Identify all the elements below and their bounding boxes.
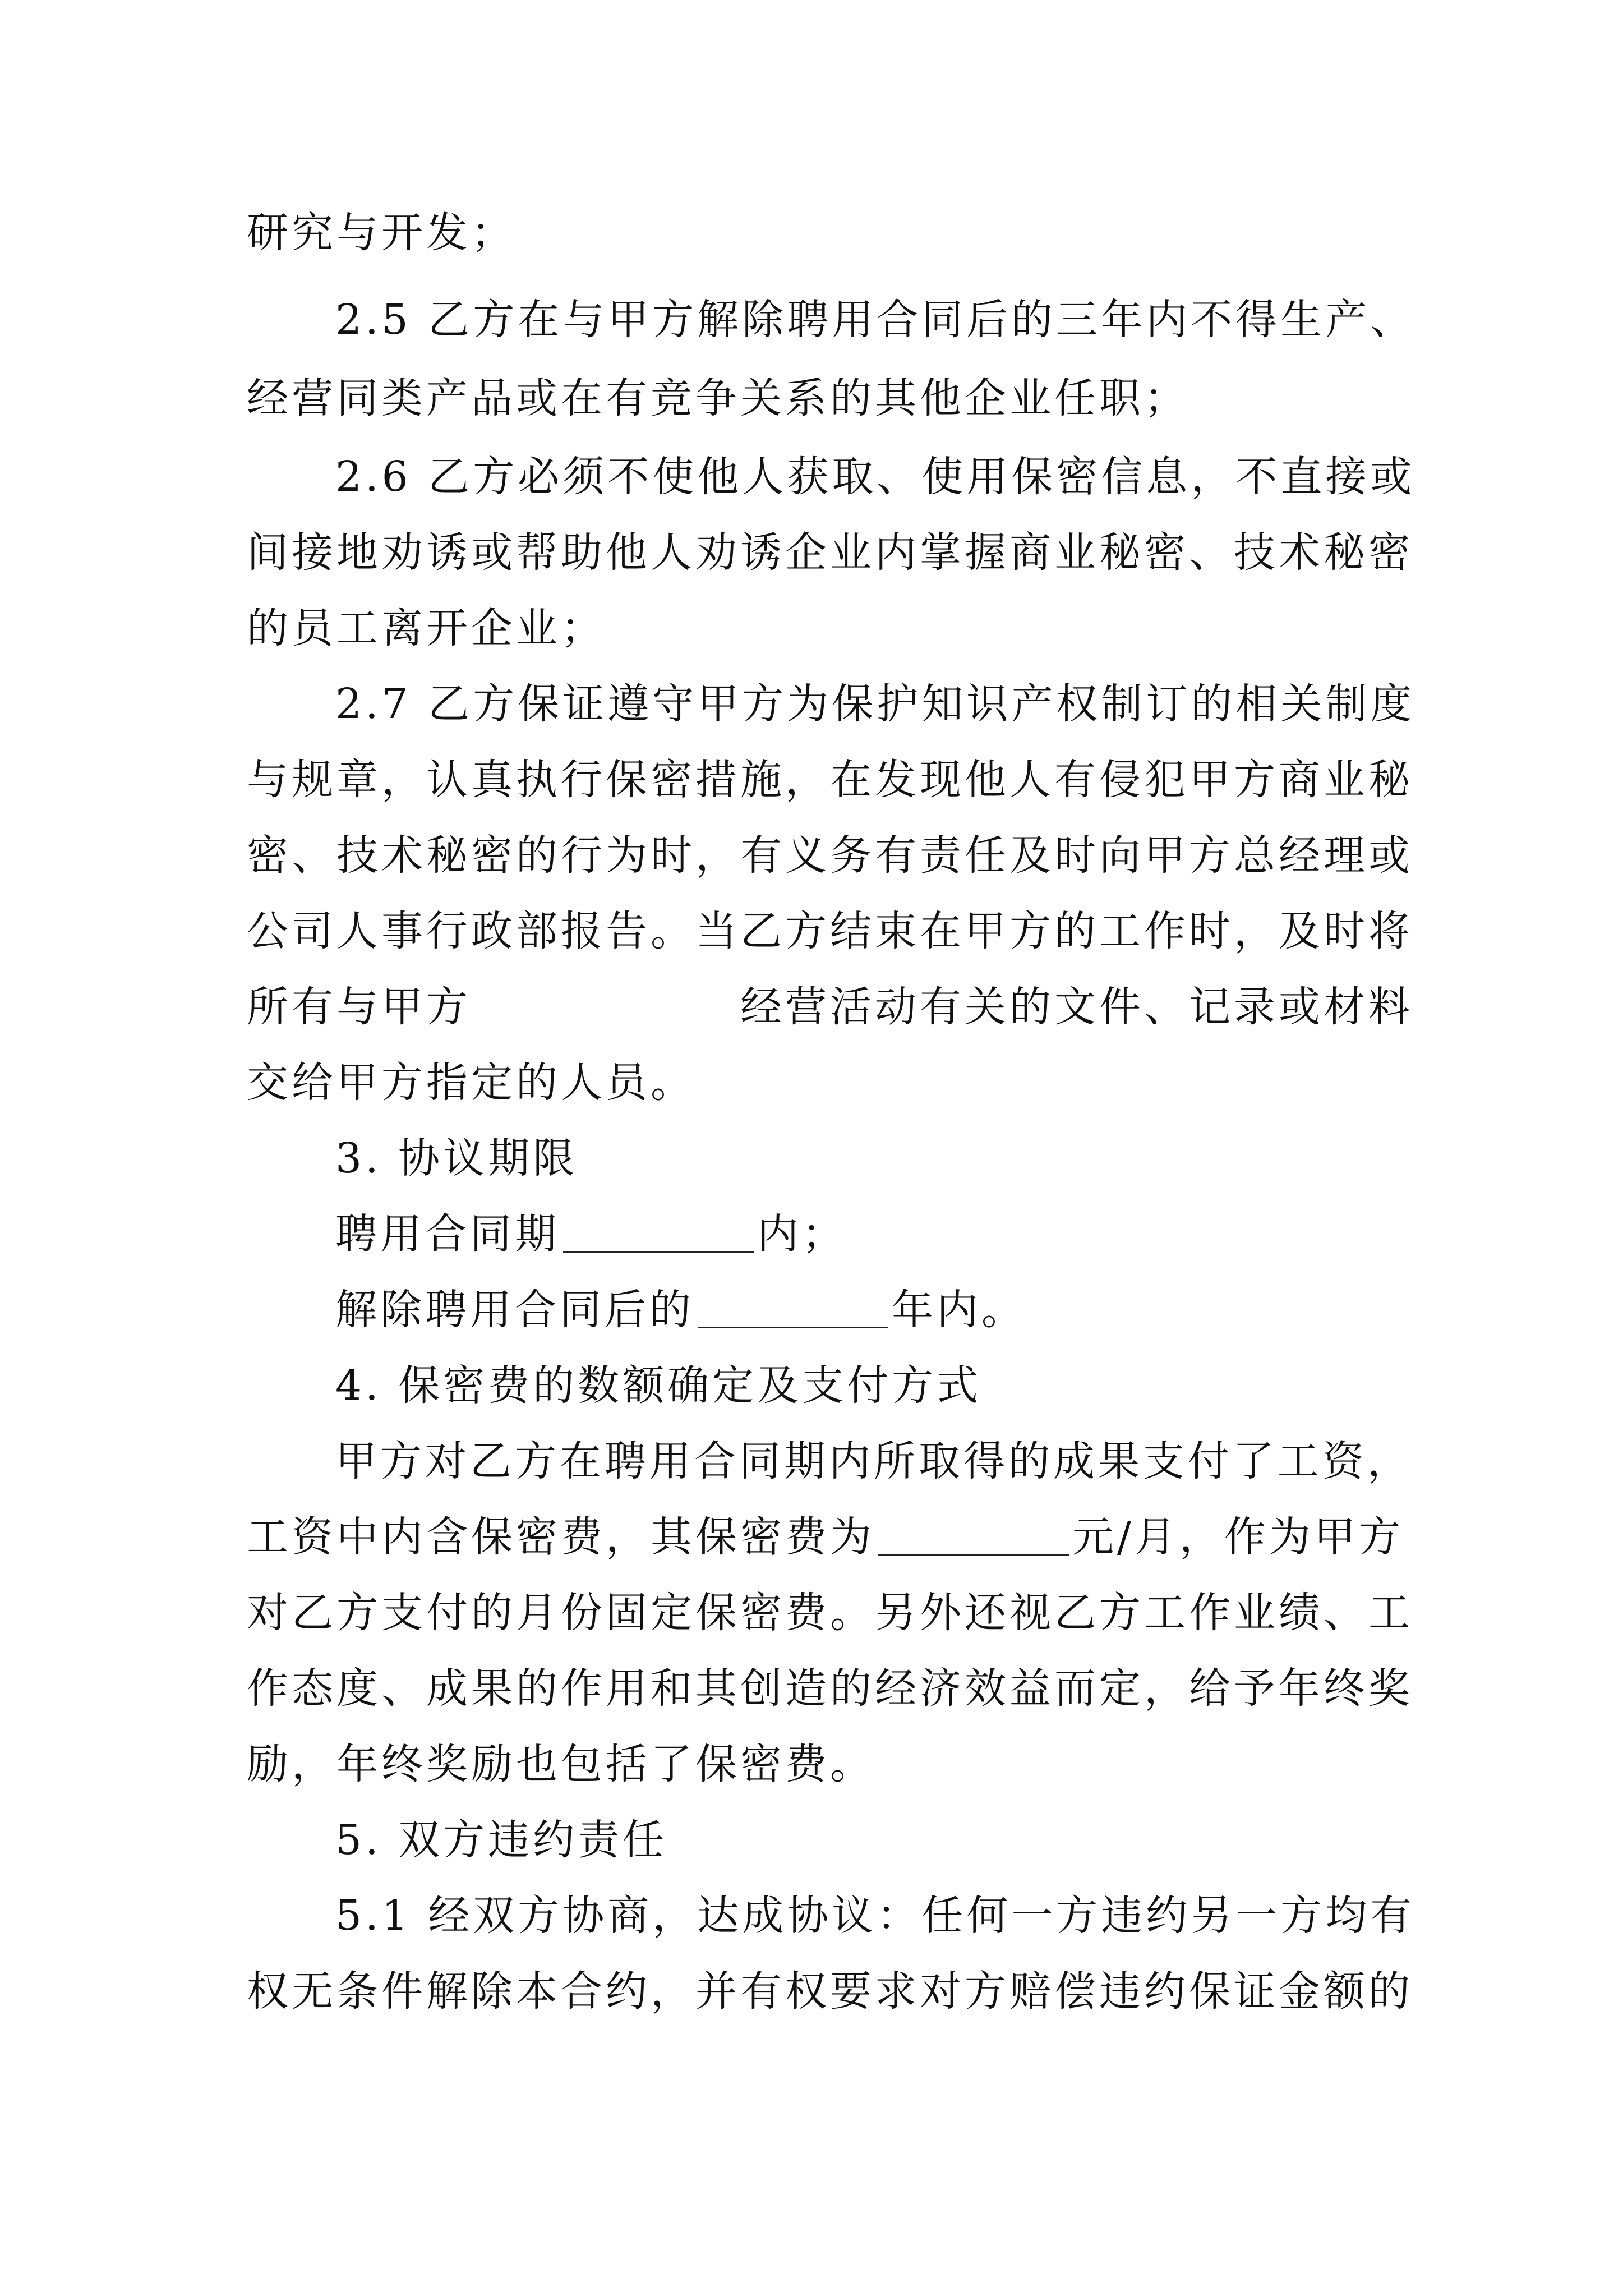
clause-5-1-line-2: 权无条件解除本合约，并有权要求对方赔偿违约保证金额的 [247,1967,1413,2016]
section-4-line-4: 作态度、成果的作用和其创造的经济效益而定，给予年终奖 [247,1664,1413,1713]
text-segment: 经营活动有关的文件、记录或材料 [740,983,1413,1031]
clause-2-7-line-3: 密、技术秘密的行为时，有义务有责任及时向甲方总经理或 [247,831,1413,880]
clause-2-7-line-5 [247,973,1413,1041]
text-segment: 元/月，作为甲方 [1072,1513,1404,1561]
clause-2-7-line-4: 公司人事行政部报告。当乙方结束在甲方的工作时，及时将 [247,907,1413,955]
section-5-heading: 5. 双方违约责任 [335,1816,668,1864]
clause-2-7-line-2: 与规章，认真执行保密措施，在发现他人有侵犯甲方商业秘 [247,756,1413,804]
clause-2-7-line-6: 交给甲方指定的人员。 [247,1059,695,1107]
text-line: 研究与开发； [247,209,516,257]
text-segment: 内； [757,1210,847,1258]
section-4-line-3: 对乙方支付的月份固定保密费。另外还视乙方工作业绩、工 [247,1589,1413,1637]
clause-5-1-line-1: 5.1 经双方协商，达成协议：任何一方违约另一方均有 [335,1892,1415,1940]
clause-2-6-line-2: 间接地劝诱或帮助他人劝诱企业内掌握商业秘密、技术秘密 [247,528,1413,577]
section-4-line-1: 甲方对乙方在聘用合同期内所取得的成果支付了工资， [335,1437,1412,1485]
clause-2-6-line-3: 的员工离开企业； [247,604,606,652]
text-segment: 工资中内含保密费，其保密费为 [247,1513,875,1561]
text-segment: 所有与甲方 [247,983,471,1031]
text-segment: 解除聘用合同后的 [335,1286,694,1334]
blank-field-fee [878,1512,1069,1556]
text-segment: 聘用合同期 [335,1210,560,1258]
section-4-line-2 [247,1503,1404,1571]
blank-field-years [698,1285,888,1328]
clause-2-5-line-2: 经营同类产品或在有竞争关系的其他企业任职； [247,374,1189,422]
section-4-line-5: 励，年终奖励也包括了保密费。 [247,1740,875,1788]
clause-2-6-line-1: 2.6 乙方必须不使他人获取、使用保密信息，不直接或 [335,453,1415,501]
section-3-heading: 3. 协议期限 [335,1134,578,1182]
clause-2-7-line-1: 2.7 乙方保证遵守甲方为保护知识产权制订的相关制度 [335,680,1415,728]
blank-field-term [563,1209,754,1253]
clause-2-5-line-1: 2.5 乙方在与甲方解除聘用合同后的三年内不得生产、 [335,296,1415,344]
term-line-2 [335,1276,1026,1343]
term-line-1 [335,1200,847,1268]
text-segment: 年内。 [892,1286,1026,1334]
section-4-heading: 4. 保密费的数额确定及支付方式 [335,1361,982,1410]
